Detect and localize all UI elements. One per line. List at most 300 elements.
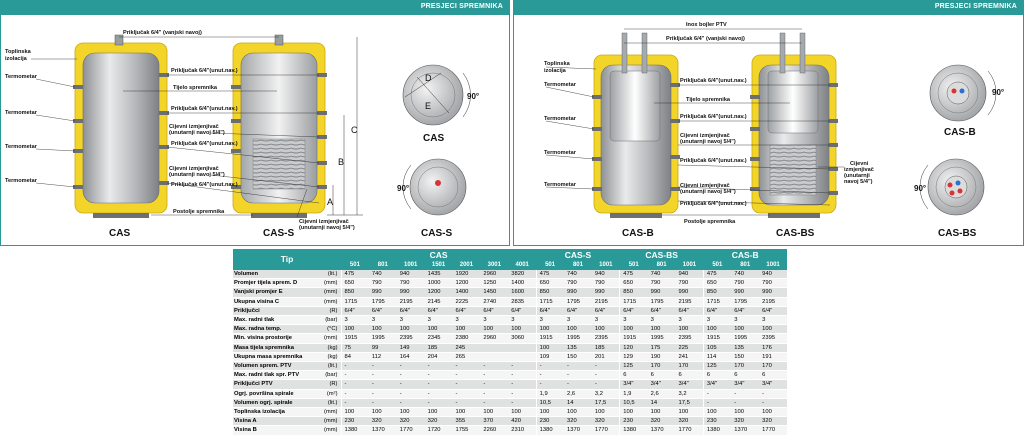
table-cell: 14	[564, 398, 592, 407]
table-cell: -	[508, 362, 536, 371]
table-model-header: 801	[648, 261, 676, 270]
table-cell: 100	[564, 408, 592, 417]
table-cell: 1400	[508, 279, 536, 288]
table-cell: -	[425, 389, 453, 398]
table-cell: 1715	[341, 297, 369, 306]
table-cell: 100	[480, 408, 508, 417]
table-cell: 100	[620, 408, 648, 417]
table-cell: 225	[676, 343, 704, 352]
spec-table-wrap	[233, 249, 787, 447]
row-name: Promjer tijela sprem. D	[233, 279, 313, 288]
row-unit: (mm)	[313, 417, 341, 426]
table-cell: 3	[648, 316, 676, 325]
table-cell: 100	[759, 408, 787, 417]
table-cell: -	[508, 398, 536, 407]
table-cell: 1770	[397, 426, 425, 435]
caption-cas-s-top: CAS-S	[421, 228, 453, 239]
row-name: Volumen ogrj. spirale	[233, 398, 313, 407]
table-cell: 1450	[480, 288, 508, 297]
table-model-header: 801	[369, 261, 397, 270]
table-row	[233, 398, 787, 407]
caption-cas: CAS	[109, 228, 131, 239]
row-unit: (mm)	[313, 279, 341, 288]
table-cell: 230	[620, 417, 648, 426]
table-cell: 100	[341, 325, 369, 334]
table-cell: 100	[341, 408, 369, 417]
table-cell: 650	[703, 279, 731, 288]
table-cell: 1995	[648, 334, 676, 343]
table-cell: 1795	[369, 297, 397, 306]
table-cell: 100	[508, 325, 536, 334]
table-cell: 100	[369, 408, 397, 417]
table-cell: -	[480, 371, 508, 380]
row-unit: (°C)	[313, 325, 341, 334]
panel-header-left	[1, 1, 509, 15]
panel-title-left: PRESJECI SPREMNIKA	[420, 3, 503, 10]
table-cell: 100	[620, 325, 648, 334]
table-cell: 1370	[648, 426, 676, 435]
table-row	[233, 389, 787, 398]
table-cell: -	[453, 362, 481, 371]
table-cell: 370	[480, 417, 508, 426]
dim-b: B	[338, 157, 345, 167]
table-cell: 125	[703, 362, 731, 371]
table-cell: 129	[620, 352, 648, 361]
table-cell: 1715	[536, 297, 564, 306]
table-cell: 650	[536, 279, 564, 288]
table-cell: -	[536, 371, 564, 380]
table-cell: 2835	[508, 297, 536, 306]
table-row	[233, 380, 787, 389]
label-prikljucak-unut-2: Priključak 6/4"(unut.nav.)	[171, 106, 238, 112]
table-cell: 850	[703, 288, 731, 297]
table-cell: -	[425, 371, 453, 380]
angle-1: 90°	[467, 92, 480, 101]
table-cell: 1995	[369, 334, 397, 343]
table-cell: 1795	[648, 297, 676, 306]
label-cijevni-r2a: Cijevni izmjenjivač	[680, 183, 730, 189]
dimension-lines	[327, 37, 363, 215]
row-unit: (kg)	[313, 343, 341, 352]
table-cell: -	[480, 389, 508, 398]
table-cell: 790	[369, 279, 397, 288]
left-drawing	[1, 15, 509, 245]
table-cell: 100	[731, 325, 759, 334]
table-cell: 6/4"	[703, 306, 731, 315]
row-name: Visina B	[233, 426, 313, 435]
table-cell: 185	[592, 343, 620, 352]
table-cell: 6	[648, 371, 676, 380]
table-cell: 1770	[592, 426, 620, 435]
table-cell: 740	[731, 270, 759, 279]
table-cell: 175	[648, 343, 676, 352]
label-postolje-r: Postolje spremnika	[684, 219, 736, 225]
table-cell: 100	[536, 325, 564, 334]
caption-cas-bs-top: CAS-BS	[938, 228, 977, 239]
table-cell: -	[341, 380, 369, 389]
table-cell: 6/4"	[453, 306, 481, 315]
label-cijevni-2a: Cijevni izmjenjivač	[169, 166, 219, 172]
table-cell: -	[759, 389, 787, 398]
table-cell: 112	[369, 352, 397, 361]
table-model-header: 501	[703, 261, 731, 270]
table-cell: 1380	[620, 426, 648, 435]
row-name: Visina A	[233, 417, 313, 426]
table-cell: -	[480, 380, 508, 389]
table-cell: 100	[397, 325, 425, 334]
table-cell: 3/4"	[703, 380, 731, 389]
row-name: Ukupna visina C	[233, 297, 313, 306]
table-cell: 100	[453, 408, 481, 417]
table-cell: 3	[425, 316, 453, 325]
label-cijevni-1b: (unutarnji navoj 5/4")	[169, 130, 225, 136]
label-prikljucak-unut-r3: Priključak 6/4"(unut.nav.)	[680, 158, 747, 164]
table-model-header: 1001	[592, 261, 620, 270]
table-cell: 191	[759, 352, 787, 361]
table-cell: 3/4"	[648, 380, 676, 389]
label-termometar-r2: Termometar	[544, 116, 576, 122]
label-cijevni-r1b: (unutarnji navoj 5/4")	[680, 139, 736, 145]
table-cell: -	[703, 398, 731, 407]
table-cell: 135	[564, 343, 592, 352]
table-model-header: 1001	[397, 261, 425, 270]
table-cell: 10,5	[536, 398, 564, 407]
table-cell: 850	[341, 288, 369, 297]
angle-r2: 90°	[914, 184, 927, 193]
label-termometar-1: Termometar	[5, 74, 37, 80]
table-cell: 1,9	[620, 389, 648, 398]
caption-cas-s: CAS-S	[263, 228, 295, 239]
label-postolje: Postolje spremnika	[173, 209, 225, 215]
table-cell: 6/4"	[620, 306, 648, 315]
table-cell: 3/4"	[676, 380, 704, 389]
table-cell: 1995	[731, 334, 759, 343]
table-cell: -	[508, 380, 536, 389]
table-cell: -	[564, 380, 592, 389]
table-cell: 6/4"	[676, 306, 704, 315]
table-cell: -	[508, 389, 536, 398]
label-izolacija-r: izolacija	[544, 68, 566, 74]
table-cell: 100	[592, 408, 620, 417]
table-cell: 2225	[453, 297, 481, 306]
table-cell: 201	[592, 352, 620, 361]
table-cell: 1250	[480, 279, 508, 288]
table-cell: 3	[703, 316, 731, 325]
table-cell: 1370	[564, 426, 592, 435]
table-row	[233, 371, 787, 380]
table-cell: 100	[425, 408, 453, 417]
row-name: Ogrj. površina spirale	[233, 389, 313, 398]
table-cell: -	[453, 380, 481, 389]
table-cell: 3	[759, 316, 787, 325]
label-cijevni-1a: Cijevni izmjenjivač	[169, 124, 219, 130]
table-model-header: 3001	[480, 261, 508, 270]
table-cell: 100	[759, 325, 787, 334]
table-cell: 990	[564, 288, 592, 297]
table-cell: 940	[592, 270, 620, 279]
table-cell: 100	[592, 325, 620, 334]
label-termometar-r3: Termometar	[544, 150, 576, 156]
table-cell: 790	[592, 279, 620, 288]
table-cell: 100	[508, 408, 536, 417]
table-cell: 420	[508, 417, 536, 426]
table-cell: 940	[759, 270, 787, 279]
table-cell: 6	[759, 371, 787, 380]
table-cell: -	[425, 362, 453, 371]
caption-cas-top: CAS	[423, 133, 445, 144]
table-cell: -	[341, 362, 369, 371]
table-cell: 75	[341, 343, 369, 352]
row-name: Min. visina prostorije	[233, 334, 313, 343]
table-cell: 2195	[397, 297, 425, 306]
row-unit: (mm)	[313, 288, 341, 297]
table-model-header: 801	[731, 261, 759, 270]
table-cell: 2395	[592, 334, 620, 343]
table-cell: -	[536, 380, 564, 389]
table-cell: 6	[620, 371, 648, 380]
label-termometar-r1: Termometar	[544, 82, 576, 88]
table-model-header: 501	[341, 261, 369, 270]
table-cell: 1795	[564, 297, 592, 306]
row-unit: (R)	[313, 380, 341, 389]
table-model-header: 1001	[676, 261, 704, 270]
table-cell: 790	[564, 279, 592, 288]
table-cell: 990	[676, 288, 704, 297]
label-prikljucak-vanjski-r: Priključak 6/4" (vanjski navoj)	[666, 36, 745, 42]
label-prikljucak-unut-4: Priključak 6/4"(unut.nav.)	[171, 182, 238, 188]
row-name: Max. radni tlak spr. PTV	[233, 371, 313, 380]
table-cell: 940	[397, 270, 425, 279]
table-cell: 1915	[536, 334, 564, 343]
table-cell: 150	[731, 352, 759, 361]
label-termometar-3: Termometar	[5, 144, 37, 150]
table-cell: -	[369, 398, 397, 407]
table-cell: 6/4"	[731, 306, 759, 315]
table-row	[233, 270, 787, 279]
dim-d: D	[425, 73, 432, 83]
row-name: Priključci PTV	[233, 380, 313, 389]
table-cell: 3/4"	[731, 380, 759, 389]
table-cell: 2145	[425, 297, 453, 306]
label-cijevni-2b: (unutarnji navoj 5/4")	[169, 172, 225, 178]
table-cell: -	[453, 398, 481, 407]
table-cell: 135	[731, 343, 759, 352]
dim-e: E	[425, 101, 432, 111]
table-header-tip: Tip	[233, 249, 341, 270]
table-cell: -	[397, 371, 425, 380]
angle-r1: 90°	[992, 88, 1005, 97]
table-row	[233, 288, 787, 297]
top-view-cas-bs	[920, 159, 984, 215]
panel-header-right	[514, 1, 1023, 15]
table-cell: 2345	[425, 334, 453, 343]
table-cell: 1715	[703, 297, 731, 306]
table-cell: 1995	[564, 334, 592, 343]
label-termometar-2: Termometar	[5, 110, 37, 116]
table-cell: 17,5	[676, 398, 704, 407]
table-cell: 2960	[480, 334, 508, 343]
label-toplinska: Toplinska	[5, 49, 31, 55]
table-cell: 170	[759, 362, 787, 371]
row-name: Vanjski promjer E	[233, 288, 313, 297]
table-cell: 320	[397, 417, 425, 426]
row-name: Ukupna masa spremnika	[233, 352, 313, 361]
table-cell: -	[369, 371, 397, 380]
table-cell: 6/4"	[369, 306, 397, 315]
table-cell: 650	[341, 279, 369, 288]
table-row	[233, 352, 787, 361]
table-cell: 114	[703, 352, 731, 361]
table-model-header: 801	[564, 261, 592, 270]
table-cell: 100	[369, 325, 397, 334]
table-cell: 3	[620, 316, 648, 325]
table-cell: 1380	[703, 426, 731, 435]
table-cell: 100	[453, 325, 481, 334]
table-cell: -	[369, 380, 397, 389]
table-cell	[480, 352, 508, 361]
table-cell: 2395	[759, 334, 787, 343]
table-cell: 6/4"	[397, 306, 425, 315]
table-row	[233, 343, 787, 352]
table-cell: 850	[536, 288, 564, 297]
table-cell: 2,6	[564, 389, 592, 398]
table-cell: 990	[759, 288, 787, 297]
table-cell: 320	[592, 417, 620, 426]
table-cell	[480, 343, 508, 352]
table-cell: 3,2	[592, 389, 620, 398]
table-cell: 320	[648, 417, 676, 426]
table-model-header: 4001	[508, 261, 536, 270]
table-cell: 1915	[341, 334, 369, 343]
table-cell: 3,2	[676, 389, 704, 398]
table-cell: -	[480, 398, 508, 407]
table-row	[233, 297, 787, 306]
table-cell: -	[564, 362, 592, 371]
label-prikljucak-unut-3: Priključak 6/4"(unut.nav.)	[171, 141, 238, 147]
table-cell: 100	[703, 325, 731, 334]
table-cell: 475	[703, 270, 731, 279]
table-cell: 170	[731, 362, 759, 371]
table-row	[233, 279, 787, 288]
table-cell: 320	[676, 417, 704, 426]
table-model-header: 501	[536, 261, 564, 270]
table-model-header: 2001	[453, 261, 481, 270]
table-cell: 6/4"	[564, 306, 592, 315]
table-cell: -	[369, 362, 397, 371]
table-cell: 2310	[508, 426, 536, 435]
table-cell: 14	[648, 398, 676, 407]
table-cell: 1435	[425, 270, 453, 279]
table-cell: 1770	[676, 426, 704, 435]
table-cell: 6/4"	[648, 306, 676, 315]
table-cell: 3	[341, 316, 369, 325]
table-cell: -	[397, 362, 425, 371]
label-cijevni-side-b: izmjenjivač	[844, 167, 874, 173]
row-name: Priključci	[233, 306, 313, 315]
table-group-header: CAS-BS	[620, 249, 704, 261]
table-cell: 740	[648, 270, 676, 279]
table-cell: 3	[369, 316, 397, 325]
table-cell: 3	[453, 316, 481, 325]
label-tijelo: Tijelo spremnika	[173, 85, 218, 91]
table-cell: 100	[397, 408, 425, 417]
label-inox: Inox bojler PTV	[686, 22, 727, 28]
table-cell: -	[425, 380, 453, 389]
row-unit: (mm)	[313, 297, 341, 306]
table-cell: 1600	[508, 288, 536, 297]
row-name: Max. radni tlak	[233, 316, 313, 325]
table-cell: 1755	[453, 426, 481, 435]
table-cell: 2395	[676, 334, 704, 343]
table-cell: 1000	[425, 279, 453, 288]
table-cell: 320	[425, 417, 453, 426]
table-cell: 6/4"	[592, 306, 620, 315]
table-cell: 650	[620, 279, 648, 288]
table-cell: 105	[703, 343, 731, 352]
label-termometar-r4: Termometar	[544, 182, 576, 188]
table-cell: 790	[759, 279, 787, 288]
table-cell: 740	[369, 270, 397, 279]
table-cell: 1,9	[536, 389, 564, 398]
label-toplinska-r: Toplinska	[544, 61, 570, 67]
caption-cas-b: CAS-B	[622, 228, 654, 239]
table-cell: 1920	[453, 270, 481, 279]
row-name: Masa tijela spremnika	[233, 343, 313, 352]
table-cell: 1795	[731, 297, 759, 306]
row-unit: (lit.)	[313, 362, 341, 371]
table-cell: 1380	[341, 426, 369, 435]
top-view-cas-s	[403, 159, 466, 215]
table-cell: 109	[536, 352, 564, 361]
table-cell: 100	[648, 408, 676, 417]
table-cell: 320	[731, 417, 759, 426]
row-name: Volumen sprem. PTV	[233, 362, 313, 371]
table-cell: 125	[620, 362, 648, 371]
table-model-header: 501	[620, 261, 648, 270]
table-cell: 120	[620, 343, 648, 352]
table-cell: 1380	[536, 426, 564, 435]
dim-c: C	[351, 125, 358, 135]
table-cell: -	[453, 371, 481, 380]
table-cell: 3	[564, 316, 592, 325]
table-cell: 3	[536, 316, 564, 325]
top-view-cas	[403, 65, 471, 125]
table-cell: -	[592, 362, 620, 371]
table-cell: 100	[676, 408, 704, 417]
row-unit: (bar)	[313, 316, 341, 325]
table-cell: 6/4"	[759, 306, 787, 315]
top-view-cas-b	[930, 65, 996, 121]
table-cell: 3	[397, 316, 425, 325]
table-cell: 320	[369, 417, 397, 426]
table-group-header: CAS-S	[536, 249, 620, 261]
table-cell: 2195	[592, 297, 620, 306]
right-drawing	[514, 15, 1023, 245]
table-model-header: 1001	[759, 261, 787, 270]
table-cell: 1370	[731, 426, 759, 435]
table-row	[233, 306, 787, 315]
panel-left	[0, 0, 510, 246]
panel-title-right: PRESJECI SPREMNIKA	[934, 3, 1017, 10]
table-cell: 790	[731, 279, 759, 288]
row-name: Volumen	[233, 270, 313, 279]
label-cijevni-side-a: Cijevni	[850, 161, 869, 167]
table-cell: 320	[759, 417, 787, 426]
table-cell: 265	[453, 352, 481, 361]
angle-2: 90°	[397, 184, 410, 193]
spec-table	[233, 249, 787, 436]
table-cell: 475	[536, 270, 564, 279]
